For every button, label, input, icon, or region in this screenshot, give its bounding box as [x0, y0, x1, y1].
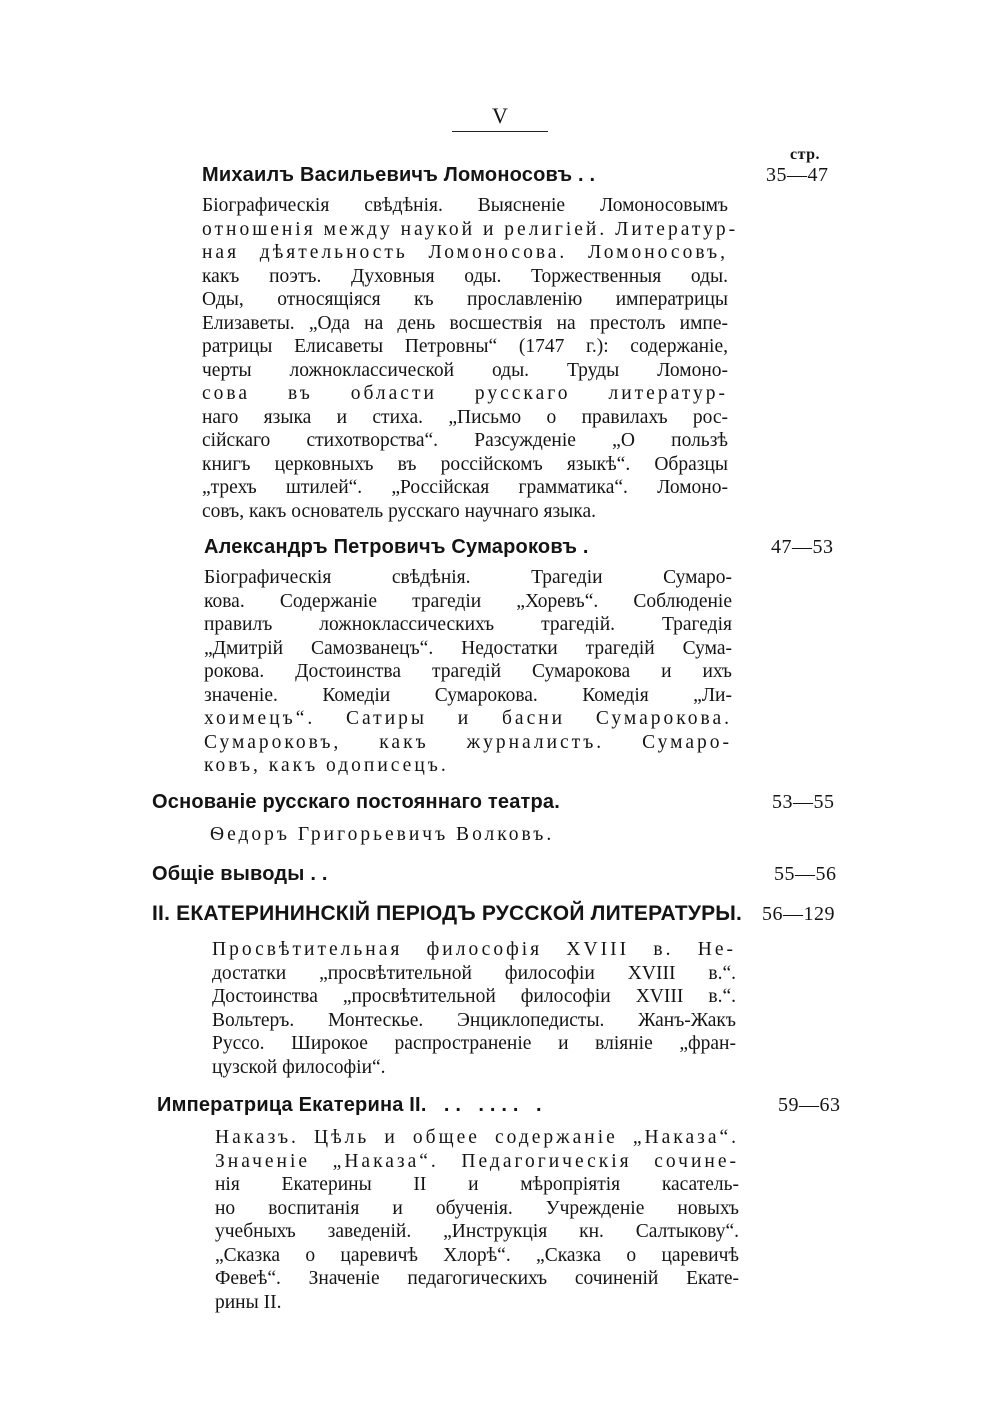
text-line: нія Екатерины II и мѣропріятія касатель-: [215, 1174, 739, 1195]
text-line: Значеніе „Наказа“. Педагогическія сочине-: [215, 1150, 739, 1172]
text-line: Руссо. Широкое распространеніе и вліяніе „фран-: [212, 1033, 736, 1054]
text-line: Оды, относящіяся къ прославленію императрицы: [202, 289, 728, 310]
text-line: ратрицы Елисаветы Петровны“ (1747 г.): содержаніе,: [202, 336, 728, 357]
entry-text: [215, 1126, 739, 1314]
text-line: „трехъ штилей“. „Россійская грамматика“. Ломоно-: [202, 477, 728, 498]
text-line: книгъ церковныхъ въ россійскомъ языкѣ“. Образцы: [202, 453, 728, 475]
text-line: цузской философіи“.: [212, 1056, 386, 1078]
entry-pages: 47—53: [771, 536, 834, 558]
text-line: Біографическія свѣдѣнія. Выясненіе Ломоносовымъ: [202, 195, 728, 216]
page-number: V: [452, 104, 548, 132]
text-line: правилъ ложноклассическихъ трагедій. Трагедія: [204, 614, 732, 635]
text-line: Просвѣтительная философія XVIII в. Не-: [212, 939, 736, 960]
entry-title: Михаилъ Васильевичъ Ломоносовъ . .: [202, 164, 596, 186]
text-line: рокова. Достоинства трагедій Сумарокова и ихъ: [204, 661, 732, 682]
entry-title: Императрица Екатерина II. . . . . . . .: [157, 1094, 542, 1116]
text-line: Елизаветы. „Ода на день восшествія на престолъ импе-: [202, 312, 728, 334]
entry-pages: 35—47: [766, 164, 829, 186]
entry-title: Основаніе русскаго постояннаго театра.: [152, 791, 561, 813]
entry-text: [204, 566, 732, 778]
text-line: рины II.: [215, 1291, 282, 1313]
entry-title: Александръ Петровичъ Сумароковъ .: [204, 536, 589, 558]
text-line: Достоинства „просвѣтительной философіи XVIII в.“.: [212, 986, 736, 1007]
entry-pages: 53—55: [772, 791, 835, 813]
text-line: хоимецъ“. Сатиры и басни Сумарокова.: [204, 708, 732, 729]
text-line: учебныхъ заведеній. „Инструкція кн. Салтыкову“.: [215, 1221, 739, 1242]
text-line: Ѳедоръ Григорьевичъ Волковъ.: [210, 824, 555, 845]
text-line: ковъ, какъ одописецъ.: [204, 755, 449, 776]
text-line: достатки „просвѣтительной философіи XVIII в.“.: [212, 962, 736, 984]
text-line: „Дмитрій Самозванецъ“. Недостатки трагедій Сума-: [204, 637, 732, 659]
text-line: черты ложноклассической оды. Труды Ломоно-: [202, 359, 728, 381]
text-line: Февеѣ“. Значеніе педагогическихъ сочиненій Екате-: [215, 1268, 739, 1289]
text-line: совъ, какъ основатель русскаго научнаго языка.: [202, 500, 596, 522]
entry-text: [210, 823, 730, 847]
text-line: какъ поэтъ. Духовныя оды. Торжественныя оды.: [202, 265, 728, 287]
entry-text: [212, 938, 736, 1079]
entry-pages: 59—63: [778, 1094, 841, 1116]
text-line: „Сказка о царевичѣ Хлорѣ“. „Сказка о царевичѣ: [215, 1244, 739, 1266]
section-title: II. ЕКАТЕРИНИНСКІЙ ПЕРІОДЪ РУССКОЙ ЛИТЕРАТУРЫ.: [152, 902, 743, 925]
text-line: сійскаго стихотворства“. Разсужденіе „О пользѣ: [202, 430, 728, 451]
entry-pages: 55—56: [774, 863, 837, 885]
entry-text: [202, 194, 739, 523]
text-line: Сумароковъ, какъ журналистъ. Сумаро-: [204, 731, 732, 753]
entry-pages: 56—129: [762, 903, 835, 925]
entry-title: Общіе выводы . .: [152, 863, 328, 885]
text-line: отношенія между наукой и религіей. Литератур-: [202, 218, 739, 240]
text-line: но воспитанія и обученія. Учрежденіе новыхъ: [215, 1197, 739, 1219]
pages-column-label: стр.: [790, 146, 821, 163]
text-line: наго языка и стиха. „Письмо о правилахъ рос-: [202, 406, 728, 428]
text-line: Наказъ. Цѣль и общее содержаніе „Наказа“.: [215, 1127, 739, 1148]
text-line: значеніе. Комедіи Сумарокова. Комедія „Ли-: [204, 684, 732, 706]
text-line: кова. Содержаніе трагедіи „Хоревъ“. Соблюденіе: [204, 590, 732, 612]
text-line: ная дѣятельность Ломоносова. Ломоносовъ,: [202, 242, 728, 263]
text-line: Вольтеръ. Монтескье. Энциклопедисты. Жанъ-Жакъ: [212, 1009, 736, 1031]
text-line: сова въ области русскаго литератур-: [202, 383, 728, 404]
text-line: Біографическія свѣдѣнія. Трагедіи Сумаро-: [204, 567, 732, 588]
